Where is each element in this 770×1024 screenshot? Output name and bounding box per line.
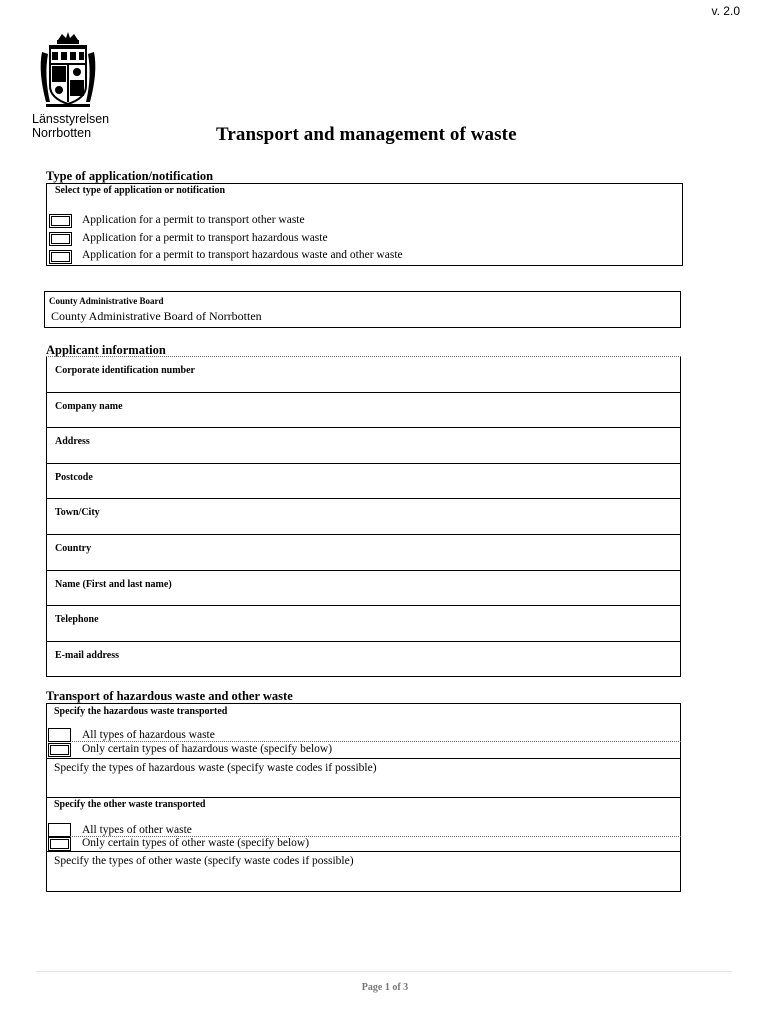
checkbox-hazardous-and-other[interactable] bbox=[49, 250, 72, 264]
applicant-field-label: Telephone bbox=[55, 614, 99, 626]
checkbox-certain-other[interactable] bbox=[48, 837, 71, 851]
applicant-field-label: Company name bbox=[55, 400, 123, 412]
county-board-field[interactable] bbox=[44, 291, 681, 328]
county-board-value: County Administrative Board of Norrbotten bbox=[51, 309, 262, 323]
option-hazardous-waste: Application for a permit to transport hazardous waste bbox=[82, 232, 328, 244]
applicant-field[interactable] bbox=[46, 428, 681, 464]
application-type-label: Select type of application or notification bbox=[55, 185, 226, 196]
option-hazardous-and-other: Application for a permit to transport hazardous waste and other waste bbox=[82, 249, 403, 261]
organization-line-1: Länsstyrelsen bbox=[32, 112, 110, 126]
checkbox-other-waste[interactable] bbox=[49, 214, 72, 228]
footer-divider bbox=[36, 971, 732, 972]
version-label: v. 2.0 bbox=[711, 4, 740, 18]
hazardous-label: Specify the hazardous waste transported bbox=[54, 706, 228, 717]
other-specify-field[interactable]: Specify the types of other waste (specify waste codes if possible) bbox=[54, 855, 354, 867]
coat-of-arms-logo bbox=[36, 32, 100, 114]
organization-name bbox=[32, 112, 109, 140]
other-label: Specify the other waste transported bbox=[54, 799, 206, 810]
applicant-field[interactable] bbox=[46, 393, 681, 429]
option-other-waste: Application for a permit to transport other waste bbox=[82, 214, 305, 226]
applicant-field-label: Town/City bbox=[55, 507, 100, 519]
transport-heading: Transport of hazardous waste and other waste bbox=[46, 689, 293, 703]
checkbox-all-hazardous[interactable] bbox=[48, 728, 71, 742]
applicant-field[interactable] bbox=[46, 464, 681, 500]
applicant-field[interactable] bbox=[46, 357, 681, 393]
organization-line-2: Norrbotten bbox=[32, 126, 92, 140]
applicant-field-label: Country bbox=[55, 543, 92, 554]
applicant-field-label: E-mail address bbox=[55, 649, 119, 661]
applicant-heading: Applicant information bbox=[46, 343, 166, 357]
applicant-field[interactable] bbox=[46, 535, 681, 571]
applicant-field-label: Address bbox=[55, 436, 90, 448]
option-all-other: All types of other waste bbox=[82, 824, 192, 836]
county-board-label: County Administrative Board bbox=[49, 296, 164, 306]
applicant-field[interactable] bbox=[46, 499, 681, 535]
checkbox-certain-hazardous[interactable] bbox=[48, 743, 71, 757]
option-certain-hazardous: Only certain types of hazardous waste (specify below) bbox=[82, 743, 333, 755]
applicant-field[interactable] bbox=[46, 571, 681, 607]
hazardous-divider bbox=[70, 741, 681, 742]
page-title: Transport and management of waste bbox=[216, 124, 517, 145]
applicant-field[interactable] bbox=[46, 606, 681, 642]
applicant-field-label: Postcode bbox=[55, 471, 93, 483]
page-number: Page 1 of 3 bbox=[361, 982, 409, 993]
hazardous-specify-rule bbox=[46, 758, 681, 759]
applicant-field-label: Name (First and last name) bbox=[55, 578, 172, 590]
checkbox-hazardous-waste[interactable] bbox=[49, 232, 72, 246]
applicant-field[interactable] bbox=[46, 642, 681, 678]
option-certain-other: Only certain types of other waste (specify below) bbox=[82, 837, 310, 849]
application-type-heading: Type of application/notification bbox=[46, 169, 214, 183]
other-specify-rule bbox=[46, 851, 681, 852]
option-all-hazardous: All types of hazardous waste bbox=[82, 729, 215, 741]
hazardous-specify-field[interactable]: Specify the types of hazardous waste (specify waste codes if possible) bbox=[54, 762, 377, 774]
checkbox-all-other[interactable] bbox=[48, 823, 71, 837]
other-section-rule bbox=[46, 797, 681, 798]
applicant-field-label: Corporate identification number bbox=[55, 365, 195, 376]
